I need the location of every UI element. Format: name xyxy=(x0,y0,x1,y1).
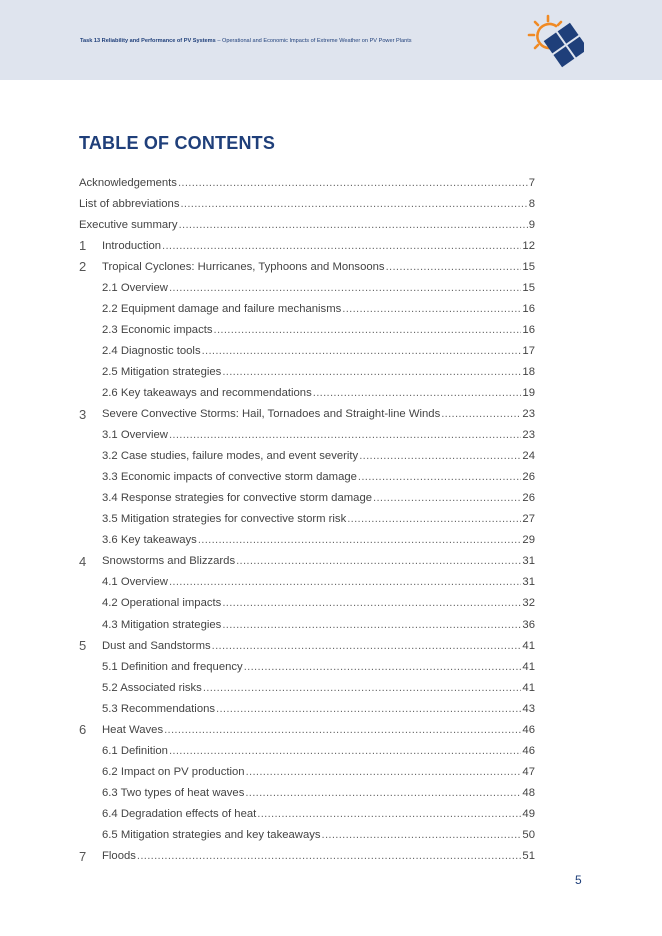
toc-leader-dots xyxy=(137,850,522,862)
toc-entry-page: 7 xyxy=(528,176,535,189)
header-subtitle: – Operational and Economic Impacts of Extreme Weather on PV Power Plants xyxy=(215,38,412,44)
toc-entry-page: 48 xyxy=(522,786,535,799)
toc-entry-page: 23 xyxy=(522,408,535,421)
header-title xyxy=(80,38,412,44)
toc-entry-page: 15 xyxy=(522,281,535,294)
toc-entry-page: 18 xyxy=(522,365,535,378)
toc-entry[interactable] xyxy=(79,467,535,488)
toc-entry-label: 3.4 Response strategies for convective storm damage xyxy=(102,492,373,505)
toc-entry-label: 4.2 Operational impacts xyxy=(102,597,222,610)
toc-entry-page: 16 xyxy=(522,302,535,315)
toc-entry[interactable] xyxy=(79,719,535,740)
toc-leader-dots xyxy=(203,682,522,694)
toc-entry-page: 12 xyxy=(522,239,535,252)
toc-entry-page: 23 xyxy=(522,429,535,442)
toc-entry[interactable] xyxy=(79,740,535,761)
toc-entry-label: Acknowledgements xyxy=(79,176,177,189)
toc-entry[interactable] xyxy=(79,803,535,824)
toc-entry-page: 24 xyxy=(522,450,535,463)
toc-leader-dots xyxy=(180,198,527,210)
toc-leader-dots xyxy=(169,282,521,294)
toc-leader-dots xyxy=(216,703,521,715)
toc-leader-dots xyxy=(214,324,522,336)
toc-entry[interactable] xyxy=(79,235,535,256)
toc-entry-page: 50 xyxy=(522,828,535,841)
toc-entry-label: 3.1 Overview xyxy=(102,429,168,442)
toc-entry-label: 6.1 Definition xyxy=(102,744,168,757)
toc-entry-page: 41 xyxy=(522,639,535,652)
toc-entry[interactable] xyxy=(79,488,535,509)
toc-entry-page: 9 xyxy=(528,218,535,231)
toc-entry-page: 51 xyxy=(522,850,535,863)
toc-entry-page: 31 xyxy=(522,555,535,568)
toc-leader-dots xyxy=(358,471,522,483)
toc-leader-dots xyxy=(257,808,521,820)
toc-leader-dots xyxy=(236,555,521,567)
toc-leader-dots xyxy=(169,745,521,757)
toc-entry-label: Tropical Cyclones: Hurricanes, Typhoons and Monsoons xyxy=(102,260,385,273)
toc-entry[interactable] xyxy=(79,214,535,235)
toc-chapter-number: 3 xyxy=(79,406,87,422)
toc-leader-dots xyxy=(164,724,521,736)
toc-leader-dots xyxy=(202,345,522,357)
toc-entry[interactable] xyxy=(79,193,535,214)
toc-entry[interactable] xyxy=(79,677,535,698)
toc-chapter-number: 7 xyxy=(79,848,87,864)
toc-leader-dots xyxy=(169,576,521,588)
toc-list xyxy=(79,172,535,867)
toc-leader-dots xyxy=(198,534,522,546)
toc-entry-label: Dust and Sandstorms xyxy=(102,639,211,652)
toc-leader-dots xyxy=(313,387,522,399)
toc-entry-page: 8 xyxy=(528,197,535,210)
toc-leader-dots xyxy=(162,240,521,252)
toc-entry-label: 3.3 Economic impacts of convective storm damage xyxy=(102,471,357,484)
toc-entry-label: 2.2 Equipment damage and failure mechanisms xyxy=(102,302,342,315)
toc-entry[interactable] xyxy=(79,824,535,845)
toc-entry[interactable] xyxy=(79,698,535,719)
toc-entry-page: 46 xyxy=(522,744,535,757)
toc-entry-page: 26 xyxy=(522,492,535,505)
toc-entry-page: 32 xyxy=(522,597,535,610)
toc-entry-page: 36 xyxy=(522,618,535,631)
toc-leader-dots xyxy=(222,619,521,631)
toc-entry-page: 47 xyxy=(522,765,535,778)
toc-entry-label: 6.2 Impact on PV production xyxy=(102,765,245,778)
toc-leader-dots xyxy=(222,366,521,378)
toc-chapter-number: 4 xyxy=(79,553,87,569)
toc-entry-page: 46 xyxy=(522,723,535,736)
toc-leader-dots xyxy=(244,661,522,673)
toc-entry-label: 3.2 Case studies, failure modes, and event severity xyxy=(102,450,359,463)
toc-leader-dots xyxy=(222,597,521,609)
toc-entry[interactable] xyxy=(79,509,535,530)
toc-entry-page: 19 xyxy=(522,386,535,399)
toc-leader-dots xyxy=(386,261,522,273)
toc-leader-dots xyxy=(441,408,521,420)
sun-solar-panel-icon xyxy=(526,14,584,68)
toc-entry-label: 2.1 Overview xyxy=(102,281,168,294)
toc-entry-label: Severe Convective Storms: Hail, Tornadoes and Straight-line Winds xyxy=(102,408,441,421)
toc-chapter-number: 6 xyxy=(79,722,87,738)
toc-leader-dots xyxy=(342,303,521,315)
toc-entry[interactable] xyxy=(79,319,535,340)
toc-entry[interactable] xyxy=(79,635,535,656)
toc-entry-label: 3.6 Key takeaways xyxy=(102,534,197,547)
toc-entry[interactable] xyxy=(79,656,535,677)
toc-entry[interactable] xyxy=(79,761,535,782)
toc-leader-dots xyxy=(169,429,521,441)
toc-entry-label: 5.2 Associated risks xyxy=(102,681,202,694)
toc-entry[interactable] xyxy=(79,446,535,467)
toc-entry[interactable] xyxy=(79,530,535,551)
toc-entry-label: 2.4 Diagnostic tools xyxy=(102,344,201,357)
toc-entry-page: 31 xyxy=(522,576,535,589)
toc-entry-label: 2.5 Mitigation strategies xyxy=(102,365,222,378)
toc-entry-label: 6.5 Mitigation strategies and key takeaways xyxy=(102,828,321,841)
toc-entry-page: 27 xyxy=(522,513,535,526)
toc-leader-dots xyxy=(373,492,521,504)
toc-entry-page: 49 xyxy=(522,807,535,820)
toc-entry[interactable] xyxy=(79,846,535,867)
toc-entry[interactable] xyxy=(79,277,535,298)
toc-entry-page: 17 xyxy=(522,344,535,357)
page-title: TABLE OF CONTENTS xyxy=(79,133,276,153)
toc-entry-page: 15 xyxy=(522,260,535,273)
toc-chapter-number: 2 xyxy=(79,259,87,275)
toc-entry-page: 16 xyxy=(522,323,535,336)
toc-leader-dots xyxy=(347,513,521,525)
toc-entry-label: 4.3 Mitigation strategies xyxy=(102,618,222,631)
toc-entry-page: 41 xyxy=(522,681,535,694)
toc-chapter-number: 5 xyxy=(79,638,87,654)
toc-entry[interactable] xyxy=(79,593,535,614)
toc-entry[interactable] xyxy=(79,782,535,803)
toc-leader-dots xyxy=(246,766,522,778)
toc-entry-page: 43 xyxy=(522,702,535,715)
toc-entry[interactable] xyxy=(79,614,535,635)
toc-entry-label: Heat Waves xyxy=(102,723,164,736)
toc-entry[interactable] xyxy=(79,382,535,403)
toc-leader-dots xyxy=(212,640,522,652)
toc-entry[interactable] xyxy=(79,256,535,277)
toc-entry-label: 3.5 Mitigation strategies for convective storm risk xyxy=(102,513,347,526)
page-number: 5 xyxy=(575,873,582,887)
page-header xyxy=(0,0,662,80)
toc-leader-dots xyxy=(245,787,521,799)
header-task: Task 13 Reliability and Performance of PV Systems xyxy=(80,38,216,44)
toc-entry-label: Introduction xyxy=(102,239,162,252)
toc-leader-dots xyxy=(359,450,521,462)
toc-leader-dots xyxy=(179,219,528,231)
toc-entry-label: 5.1 Definition and frequency xyxy=(102,660,243,673)
toc-entry-label: 2.3 Economic impacts xyxy=(102,323,213,336)
toc-entry[interactable] xyxy=(79,361,535,382)
toc-entry[interactable] xyxy=(79,340,535,361)
toc-entry-label: 6.3 Two types of heat waves xyxy=(102,786,245,799)
toc-entry[interactable] xyxy=(79,172,535,193)
toc-entry-label: Executive summary xyxy=(79,218,178,231)
toc-entry[interactable] xyxy=(79,425,535,446)
toc-entry[interactable] xyxy=(79,298,535,319)
toc-entry-label: 5.3 Recommendations xyxy=(102,702,216,715)
toc-entry[interactable] xyxy=(79,404,535,425)
toc-entry-label: 6.4 Degradation effects of heat xyxy=(102,807,257,820)
toc-entry-label: 2.6 Key takeaways and recommendations xyxy=(102,386,312,399)
toc-entry-label: List of abbreviations xyxy=(79,197,180,210)
toc-entry[interactable] xyxy=(79,551,535,572)
toc-entry-label: 4.1 Overview xyxy=(102,576,168,589)
toc-leader-dots xyxy=(178,177,528,189)
toc-chapter-number: 1 xyxy=(79,238,87,254)
toc-entry[interactable] xyxy=(79,572,535,593)
toc-leader-dots xyxy=(322,829,522,841)
toc-entry-label: Snowstorms and Blizzards xyxy=(102,555,236,568)
toc-entry-label: Floods xyxy=(102,850,136,863)
toc-entry-page: 41 xyxy=(522,660,535,673)
toc-entry-page: 26 xyxy=(522,471,535,484)
toc-entry-page: 29 xyxy=(522,534,535,547)
